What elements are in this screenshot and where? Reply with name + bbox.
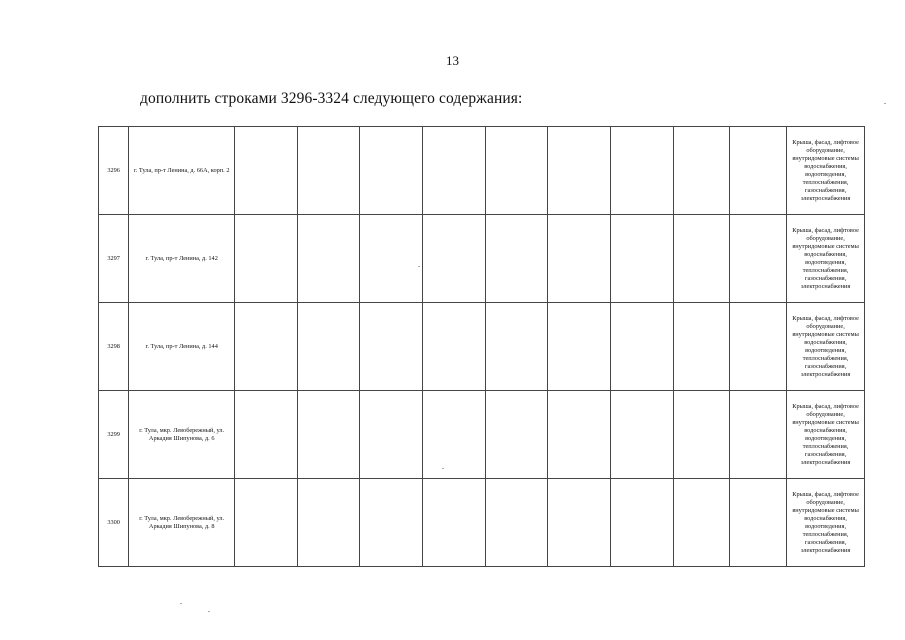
row-works: Крыша, фасад, лифтовое оборудование, внутридомовые системы водоснабжения, водоотведения, теплоснабжения, газоснабжения, электроснабжения	[787, 479, 865, 567]
empty-cell	[729, 479, 786, 567]
row-works: Крыша, фасад, лифтовое оборудование, внутридомовые системы водоснабжения, водоотведения, теплоснабжения, газоснабжения, электроснабжения	[787, 391, 865, 479]
empty-cell	[548, 303, 611, 391]
row-address: г. Тула, пр-т Ленина, д. 66А, корп. 2	[129, 127, 235, 215]
empty-cell	[729, 303, 786, 391]
row-address: г. Тула, пр-т Ленина, д. 142	[129, 215, 235, 303]
empty-cell	[297, 215, 360, 303]
empty-cell	[235, 391, 298, 479]
empty-cell	[235, 215, 298, 303]
empty-cell	[297, 479, 360, 567]
empty-cell	[297, 303, 360, 391]
row-number: 3297	[99, 215, 129, 303]
houses-table	[98, 126, 865, 567]
empty-cell	[548, 127, 611, 215]
empty-cell	[548, 391, 611, 479]
empty-cell	[485, 303, 548, 391]
row-number: 3300	[99, 479, 129, 567]
empty-cell	[235, 479, 298, 567]
empty-cell	[673, 303, 729, 391]
row-address: г. Тула, мкр. Левобережный, ул. Аркадия Шипунова, д. 6	[129, 391, 235, 479]
empty-cell	[611, 391, 674, 479]
empty-cell	[485, 127, 548, 215]
empty-cell	[360, 303, 423, 391]
empty-cell	[611, 303, 674, 391]
empty-cell	[360, 215, 423, 303]
empty-cell	[360, 479, 423, 567]
empty-cell	[548, 215, 611, 303]
row-number: 3296	[99, 127, 129, 215]
empty-cell	[485, 391, 548, 479]
empty-cell	[729, 215, 786, 303]
empty-cell	[423, 127, 486, 215]
table-row	[99, 479, 865, 567]
empty-cell	[423, 391, 486, 479]
table-row	[99, 215, 865, 303]
intro-text: дополнить строками 3296-3324 следующего содержания:	[140, 90, 523, 107]
row-address: г. Тула, пр-т Ленина, д. 144	[129, 303, 235, 391]
empty-cell	[235, 303, 298, 391]
row-number: 3299	[99, 391, 129, 479]
empty-cell	[673, 127, 729, 215]
empty-cell	[548, 479, 611, 567]
empty-cell	[729, 127, 786, 215]
row-works: Крыша, фасад, лифтовое оборудование, внутридомовые системы водоснабжения, водоотведения, теплоснабжения, газоснабжения, электроснабжения	[787, 127, 865, 215]
row-works: Крыша, фасад, лифтовое оборудование, внутридомовые системы водоснабжения, водоотведения, теплоснабжения, газоснабжения, электроснабжения	[787, 215, 865, 303]
empty-cell	[673, 391, 729, 479]
empty-cell	[673, 479, 729, 567]
empty-cell	[360, 127, 423, 215]
page-number: 13	[446, 53, 459, 68]
empty-cell	[485, 479, 548, 567]
empty-cell	[423, 215, 486, 303]
empty-cell	[423, 479, 486, 567]
empty-cell	[729, 391, 786, 479]
empty-cell	[485, 215, 548, 303]
empty-cell	[423, 303, 486, 391]
scan-speck	[180, 603, 182, 604]
empty-cell	[611, 479, 674, 567]
empty-cell	[297, 127, 360, 215]
empty-cell	[235, 127, 298, 215]
table-row	[99, 127, 865, 215]
scan-speck	[884, 103, 886, 104]
empty-cell	[360, 391, 423, 479]
empty-cell	[611, 127, 674, 215]
table-row	[99, 303, 865, 391]
row-works: Крыша, фасад, лифтовое оборудование, внутридомовые системы водоснабжения, водоотведения, теплоснабжения, газоснабжения, электроснабжения	[787, 303, 865, 391]
scan-speck	[418, 266, 420, 267]
scan-speck	[208, 611, 210, 612]
table-row	[99, 391, 865, 479]
empty-cell	[297, 391, 360, 479]
row-address: г. Тула, мкр. Левобережный, ул. Аркадия Шипунова, д. 8	[129, 479, 235, 567]
empty-cell	[673, 215, 729, 303]
empty-cell	[611, 215, 674, 303]
row-number: 3298	[99, 303, 129, 391]
scan-speck	[442, 468, 444, 469]
